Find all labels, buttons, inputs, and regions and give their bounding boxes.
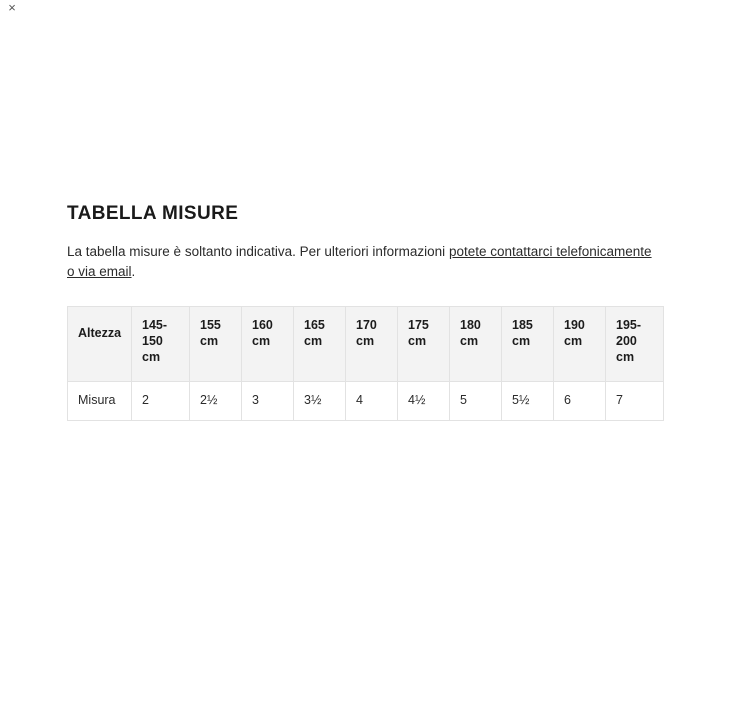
table-header-cell: 175 cm (398, 307, 450, 382)
size-chart-container (67, 203, 657, 421)
table-cell: 6 (554, 382, 606, 421)
table-row (68, 382, 664, 421)
table-header-cell: 165 cm (294, 307, 346, 382)
table-header-cell: 190 cm (554, 307, 606, 382)
page-title: TABELLA MISURE (67, 203, 239, 224)
table-header-cell: 145-150 cm (132, 307, 190, 382)
table-cell: 3½ (294, 382, 346, 421)
table-cell: 4 (346, 382, 398, 421)
intro-text-after: . (131, 264, 136, 279)
close-icon[interactable]: × (4, 0, 20, 16)
table-cell: 5 (450, 382, 502, 421)
table-header-cell: Altezza (68, 307, 132, 382)
table-header-cell: 170 cm (346, 307, 398, 382)
table-cell: 2 (132, 382, 190, 421)
table-head (68, 307, 664, 382)
table-body (68, 382, 664, 421)
intro-text-before: La tabella misure è soltanto indicativa. Per ulteriori informazioni (67, 244, 449, 259)
table-header-cell: 155 cm (190, 307, 242, 382)
size-table (67, 306, 664, 421)
table-header-cell: 195-200 cm (606, 307, 664, 382)
table-cell: 5½ (502, 382, 554, 421)
table-header-cell: 160 cm (242, 307, 294, 382)
table-cell: 7 (606, 382, 664, 421)
table-cell: 4½ (398, 382, 450, 421)
table-header-cell: 185 cm (502, 307, 554, 382)
contact-link[interactable]: potete contattarci telefonicamente o via email (67, 244, 652, 279)
table-row-label: Misura (68, 382, 132, 421)
intro-paragraph (67, 242, 657, 282)
table-cell: 3 (242, 382, 294, 421)
table-header-row (68, 307, 664, 382)
table-header-cell: 180 cm (450, 307, 502, 382)
table-cell: 2½ (190, 382, 242, 421)
